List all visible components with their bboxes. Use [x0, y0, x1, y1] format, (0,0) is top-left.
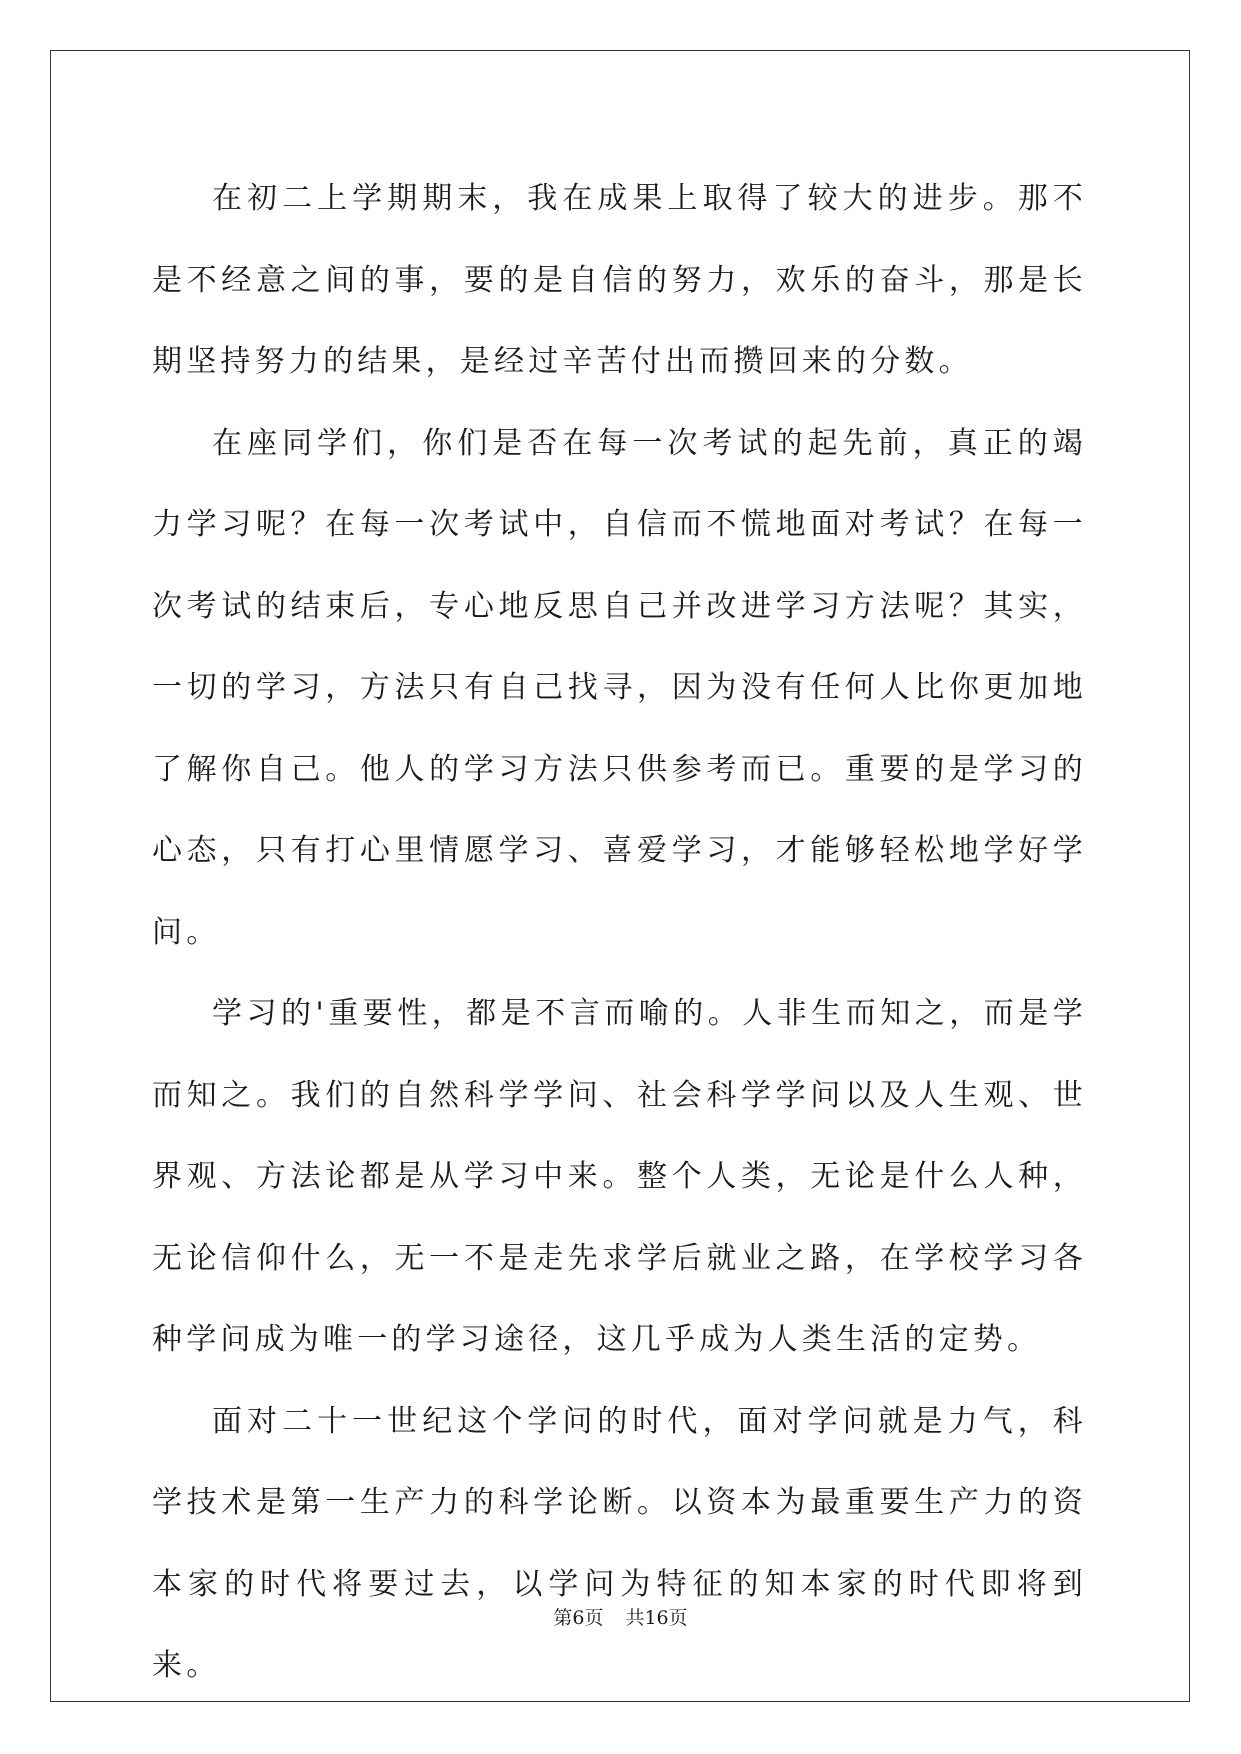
paragraph-4: 面对二十一世纪这个学问的时代，面对学问就是力气，科学技术是第一生产力的科学论断。以资本为最重要生产力的资本家的时代将要过去，以学问为特征的知本家的时代即将到来。 [152, 1403, 1087, 1683]
page-footer [0, 1606, 1241, 1630]
document-body [152, 158, 1087, 1707]
page-number: 第6页 [553, 1607, 604, 1629]
paragraph-1: 在初二上学期期末，我在成果上取得了较大的进步。那不是不经意之间的事，要的是自信的努力，欢乐的奋斗，那是长期坚持努力的结果，是经过辛苦付出而攒回来的分数。 [152, 181, 1087, 379]
paragraph-3: 学习的'重要性，都是不言而喻的。人非生而知之，而是学而知之。我们的自然科学学问、社会科学学问以及人生观、世界观、方法论都是从学习中来。整个人类，无论是什么人种，无论信仰什么，无一不是走先求学后就业之路，在学校学习各种学问成为唯一的学习途径，这几乎成为人类生活的定势。 [152, 996, 1087, 1357]
page-total: 共16页 [625, 1607, 688, 1629]
paragraph-2: 在座同学们，你们是否在每一次考试的起先前，真正的竭力学习呢？在每一次考试中，自信而不慌地面对考试？在每一次考试的结束后，专心地反思自己并改进学习方法呢？其实，一切的学习，方法只有自己找寻，因为没有任何人比你更加地了解你自己。他人的学习方法只供参考而已。重要的是学习的心态，只有打心里情愿学习、喜爱学习，才能够轻松地学好学问。 [152, 425, 1087, 950]
